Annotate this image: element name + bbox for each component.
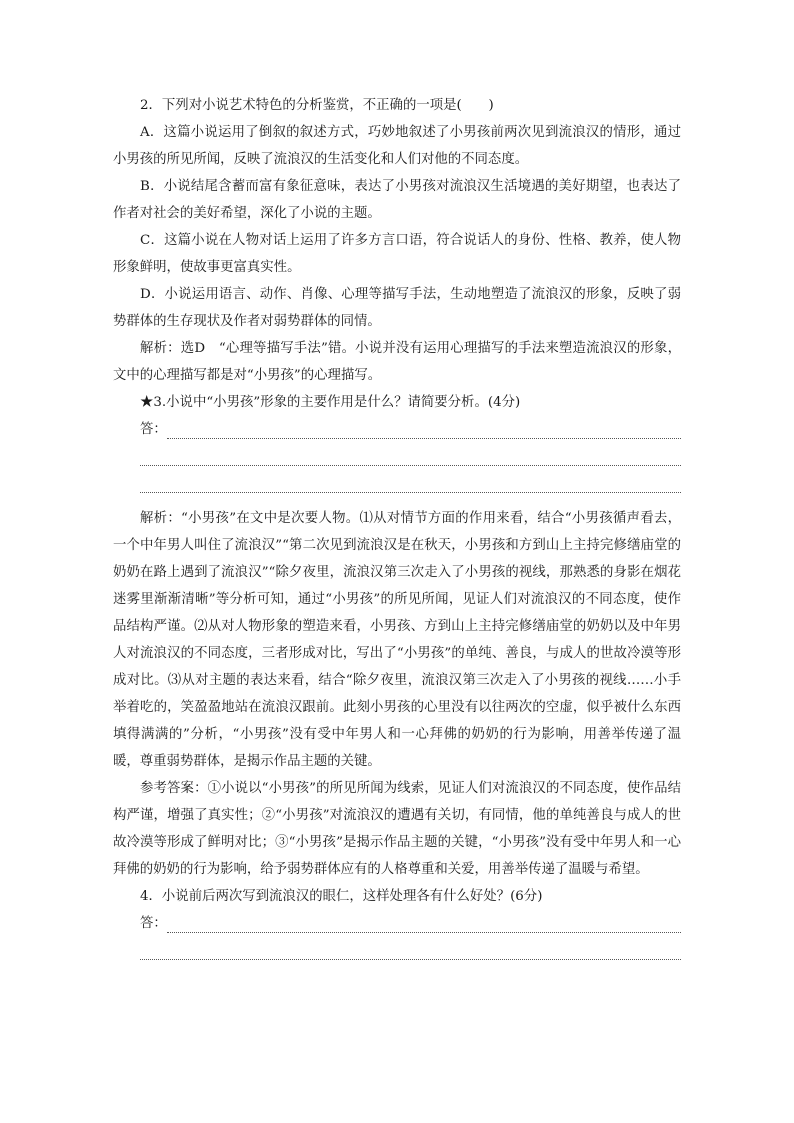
q3-answer-label: 答：: [140, 422, 167, 437]
answer-dotted-line: [140, 475, 681, 493]
answer-dotted-line: [140, 942, 681, 960]
q3-answer-line-2: [113, 443, 681, 470]
answer-dotted-line: [167, 421, 681, 439]
q4-answer-line-1: [113, 910, 681, 937]
q4-stem: 4．小说前后两次写到流浪汉的眼仁，这样处理各有什么好处？(6分): [140, 889, 543, 904]
q2-option-c: C．这篇小说在人物对话上运用了许多方言口语，符合说话人的身份、性格、教养，使人物形象鲜明，使故事更富真实性。: [113, 233, 681, 275]
q2-analysis: 解析：选D “心理等描写手法”错。小说并没有运用心理描写的手法来塑造流浪汉的形象，文中的心理描写都是对“小男孩”的心理描写。: [113, 341, 681, 383]
q4-answer-label: 答：: [140, 916, 167, 931]
q3-analysis: 解析：“小男孩”在文中是次要人物。⑴从对情节方面的作用来看，结合“小男孩循声看去，一个中年男人叫住了流浪汉”“第二次见到流浪汉是在秋天，小男孩和方到山上主持完修缮庙堂的奶奶在路上遇到了流浪汉”“除夕夜里，流浪汉第三次走入了小男孩的视线，那熟悉的身影在烟花迷雾里渐渐清晰”等分析可知，通过“小男孩”的所见所闻，见证人们对流浪汉的不同态度，使作品结构严谨。⑵从对人物形象的塑造来看，小男孩、方到山上主持完修缮庙堂的奶奶以及中年男人对流浪汉的不同态度，三者形成对比，写出了“小男孩”的单纯、善良，与成人的世故冷漠等形成对比。⑶从对主题的表达来看，结合“除夕夜里，流浪汉第三次走入了小男孩的视线……小手举着吃的，笑盈盈地站在流浪汉跟前。此刻小男孩的心里没有以往两次的空虚，似乎被什么东西填得满满的”分析，“小男孩”没有受中年男人和一心拜佛的奶奶的行为影响，用善举传递了温暖，尊重弱势群体，是揭示作品主题的关键。: [113, 511, 681, 769]
q2-option-a: A．这篇小说运用了倒叙的叙述方式，巧妙地叙述了小男孩前两次见到流浪汉的情形，通过小男孩的所见所闻，反映了流浪汉的生活变化和人们对他的不同态度。: [113, 125, 681, 167]
q3-reference-answer: 参考答案：①小说以“小男孩”的所见所闻为线索，见证人们对流浪汉的不同态度，使作品结构严谨，增强了真实性；②“小男孩”对流浪汉的遭遇有关切，有同情，他的单纯善良与成人的世故冷漠等形成了鲜明对比；③“小男孩”是揭示作品主题的关键，“小男孩”没有受中年男人和一心拜佛的奶奶的行为影响，给予弱势群体应有的人格尊重和关爱，用善举传递了温暖与希望。: [113, 781, 681, 877]
q2-stem: 2．下列对小说艺术特色的分析鉴赏，不正确的一项是( ): [140, 98, 494, 113]
q2-option-b: B．小说结尾含蓄而富有象征意味，表达了小男孩对流浪汉生活境遇的美好期望，也表达了作者对社会的美好希望，深化了小说的主题。: [113, 179, 681, 221]
document-page: [113, 92, 681, 964]
answer-dotted-line: [140, 448, 681, 466]
q3-answer-line-3: [113, 470, 681, 497]
q2-option-d: D．小说运用语言、动作、肖像、心理等描写手法，生动地塑造了流浪汉的形象，反映了弱势群体的生存现状及作者对弱势群体的同情。: [113, 287, 681, 329]
q3-answer-line-1: [113, 416, 681, 443]
q4-answer-line-2: [113, 937, 681, 964]
q3-stem: ★3.小说中“小男孩”形象的主要作用是什么？请简要分析。(4分): [140, 395, 521, 410]
answer-dotted-line: [167, 915, 681, 933]
